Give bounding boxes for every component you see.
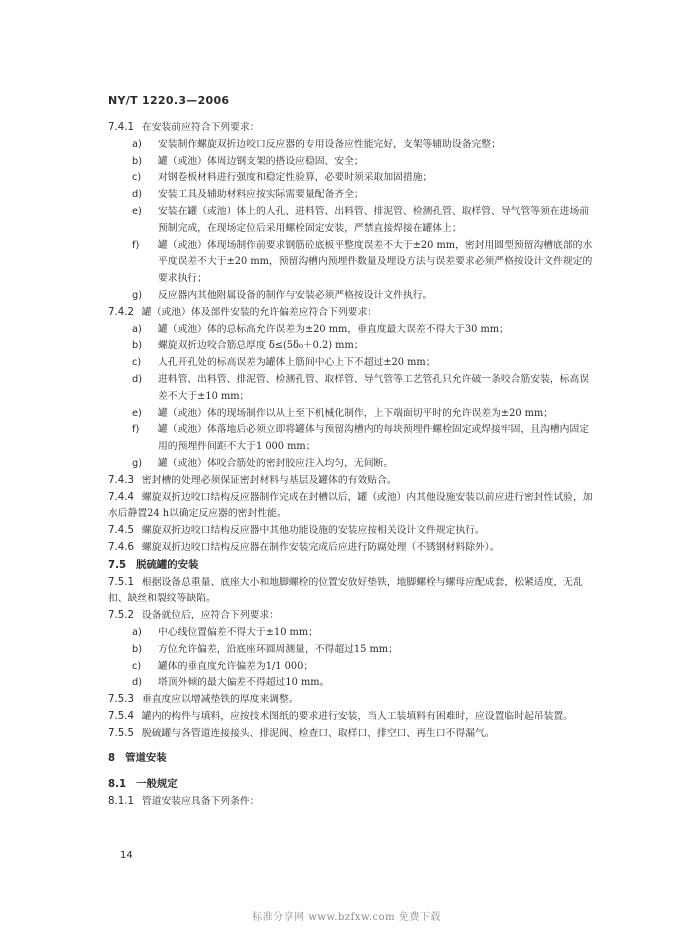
clause-text: 脱硫罐与各管道连接接头、排泥阀、检查口、取样口、排空口、再生口不得漏气。: [141, 727, 495, 739]
item-text: 安装在罐（或池）体上的人孔、进料管、出料管、排泥管、检测孔管、取样管、导气管等须在进场前预制完成，在现场定位后采用螺栓固定安装，严禁直接焊接在罐体上；: [158, 205, 590, 234]
clause-7-5-5: [108, 726, 598, 743]
item-label: f): [132, 239, 140, 251]
item-text: 罐（或池）体现场制作前要求钢筋砼底板平整度误差不大于±20 mm，密封用圆型预留沟槽底部的水平度误差不大于±20 mm，预留沟槽内预埋件数量及埋设方法与误差要求必须严格按设计文件规定的要求执行；: [158, 239, 593, 285]
item-label: d): [132, 189, 143, 201]
clause-7-5-3: [108, 692, 598, 709]
clause-number: 7.4.1: [108, 122, 134, 133]
item-label: c): [132, 660, 142, 672]
list-item: [108, 238, 598, 288]
item-label: b): [132, 155, 143, 167]
section-gap: [108, 768, 598, 776]
clause-7-5-2: [108, 608, 598, 625]
section-heading-7-5: [108, 557, 598, 575]
section-heading-8-1: [108, 776, 598, 794]
clause-text: 罐（或池）体及部件安装的允许偏差应符合下列要求：: [141, 306, 378, 318]
list-item: [108, 154, 598, 171]
item-label: b): [132, 340, 143, 352]
clause-8-1-1: [108, 794, 598, 811]
section-heading-8: [108, 750, 598, 768]
clause-7-5-1: [108, 575, 598, 609]
item-text: 罐（或池）体的现场制作以从上至下机械化制作，上下端面切平时的允许误差为±20 mm；: [158, 407, 554, 419]
item-label: c): [132, 357, 142, 369]
item-label: a): [132, 323, 142, 335]
list-item: [108, 625, 598, 642]
item-label: a): [132, 626, 142, 638]
clause-text: 螺旋双折边咬口结构反应器制作完成在封槽以后，罐（或池）内其他设施安装以前应进行密封性试验，加水后静置24 h以确定反应器的密封性能。: [108, 491, 593, 520]
list-item: [108, 288, 598, 305]
clause-number: 7.5.1: [108, 576, 134, 588]
clause-7-5-4: [108, 709, 598, 726]
list-item: [108, 456, 598, 473]
clause-number: 8.1.1: [108, 796, 134, 808]
clause-text: 设备就位后，应符合下列要求：: [141, 610, 280, 622]
section-number: 8: [108, 753, 116, 765]
item-text: 螺旋双折边咬合筋总厚度 δ≤(5δ₀＋0.2) mm；: [158, 340, 364, 352]
clause-text: 在安装前应符合下列要求：: [141, 122, 260, 133]
item-label: d): [132, 677, 143, 689]
section-gap: [108, 742, 598, 750]
list-item: [108, 406, 598, 423]
item-label: e): [132, 407, 142, 419]
list-item: [108, 659, 598, 676]
list-item: [108, 642, 598, 659]
standard-code: NY/T 1220.3—2006: [108, 94, 230, 107]
clause-number: 7.4.6: [108, 541, 134, 553]
list-item: [108, 355, 598, 372]
clause-number: 7.4.5: [108, 525, 134, 537]
item-label: f): [132, 424, 140, 436]
section-title: 管道安装: [125, 752, 167, 765]
item-text: 罐（或池）体落地后必须立即将罐体与预留沟槽内的每块预埋件螺栓固定或焊接牢固，且沟槽内固定用的预埋件间距不大于1 000 mm；: [158, 424, 590, 453]
clause-text: 螺旋双折边咬口结构反应器中其他功能设施的安装应按相关设计文件规定执行。: [141, 525, 485, 537]
list-item: [108, 675, 598, 692]
clause-number: 7.5.2: [108, 610, 134, 622]
clause-text: 根据设备总重量、底座大小和地脚螺栓的位置安放好垫铁，地脚螺栓与螺母应配成套，松紧适度，无乱扣、缺丝和裂纹等缺陷。: [108, 576, 583, 605]
clause-number: 7.4.3: [108, 474, 134, 486]
clause-text: 管道安装应具备下列条件：: [141, 796, 260, 808]
clause-text: 螺旋双折边咬口结构反应器在制作安装完成后应进行防腐处理（不锈钢材料除外）。: [141, 541, 500, 553]
item-text: 安装工具及辅助材料应按实际需要量配备齐全；: [158, 189, 364, 201]
section-title: 一般规定: [136, 778, 178, 791]
section-number: 8.1: [108, 779, 127, 791]
item-text: 人孔开孔处的标高误差为罐体上筋间中心上下不超过±20 mm；: [158, 357, 436, 369]
item-label: g): [132, 289, 143, 301]
item-text: 安装制作螺旋双折边咬口反应器的专用设备应性能完好，支架等辅助设备完整；: [158, 138, 501, 150]
item-text: 进料管、出料管、排泥管、检测孔管、取样管、导气管等工艺管孔只允许破一条咬合筋安装，标高误差不大于±10 mm；: [158, 373, 590, 402]
section-title: 脱硫罐的安装: [136, 558, 199, 571]
item-label: e): [132, 205, 142, 217]
item-text: 罐（或池）体咬合筋处的密封胶应注入均匀，无间断。: [158, 457, 394, 469]
item-text: 罐（或池）体的总标高允许误差为±20 mm，垂直度最大误差不得大于30 mm；: [158, 323, 509, 335]
clause-7-4-6: [108, 540, 598, 557]
clause-number: 7.4.4: [108, 491, 134, 503]
page-number: 14: [120, 850, 133, 861]
clause-text: 垂直度应以增减垫铁的厚度来调整。: [141, 694, 299, 706]
item-text: 塔顶外倾的最大偏差不得超过10 mm。: [158, 677, 330, 689]
item-label: d): [132, 373, 143, 385]
clause-number: 7.4.2: [108, 306, 134, 318]
footer-watermark: 标准分享网 www.bzfxw.com 免费下载: [252, 912, 441, 923]
clause-7-4-1: [108, 120, 598, 137]
list-item: [108, 338, 598, 355]
clause-7-4-3: [108, 473, 598, 490]
item-text: 对钢卷板材料进行强度和稳定性验算，必要时须采取加固措施；: [158, 172, 433, 184]
item-text: 罐体的垂直度允许偏差为1/1 000；: [158, 660, 314, 672]
section-number: 7.5: [108, 559, 127, 571]
clause-7-4-2: [108, 305, 598, 322]
list-item: [108, 322, 598, 339]
clause-number: 7.5.4: [108, 710, 134, 722]
item-label: b): [132, 643, 143, 655]
list-item: [108, 187, 598, 204]
list-item: [108, 204, 598, 238]
document-body: [108, 120, 598, 811]
item-label: g): [132, 457, 143, 469]
clause-text: 密封槽的处理必须保证密封材料与基层及罐体的有效贴合。: [141, 474, 397, 486]
clause-7-4-5: [108, 523, 598, 540]
clause-7-4-4: [108, 490, 598, 524]
list-item: [108, 422, 598, 456]
item-text: 罐（或池）体周边钢支架的搭设应稳固、安全；: [158, 155, 364, 167]
list-item: [108, 137, 598, 154]
clause-number: 7.5.5: [108, 727, 134, 739]
list-item: [108, 170, 598, 187]
clause-number: 7.5.3: [108, 694, 134, 706]
item-text: 反应器内其他附属设备的制作与安装必须严格按设计文件执行。: [158, 289, 433, 301]
clause-text: 罐内的构件与填料，应按技术图纸的要求进行安装，当人工装填料有困难时，应设置临时起吊装置。: [141, 710, 573, 722]
list-item: [108, 372, 598, 406]
item-label: c): [132, 172, 142, 184]
item-text: 方位允许偏差，沿底座环圆周测量，不得超过15 mm；: [158, 643, 398, 655]
item-label: a): [132, 138, 142, 150]
item-text: 中心线位置偏差不得大于±10 mm；: [158, 626, 318, 638]
